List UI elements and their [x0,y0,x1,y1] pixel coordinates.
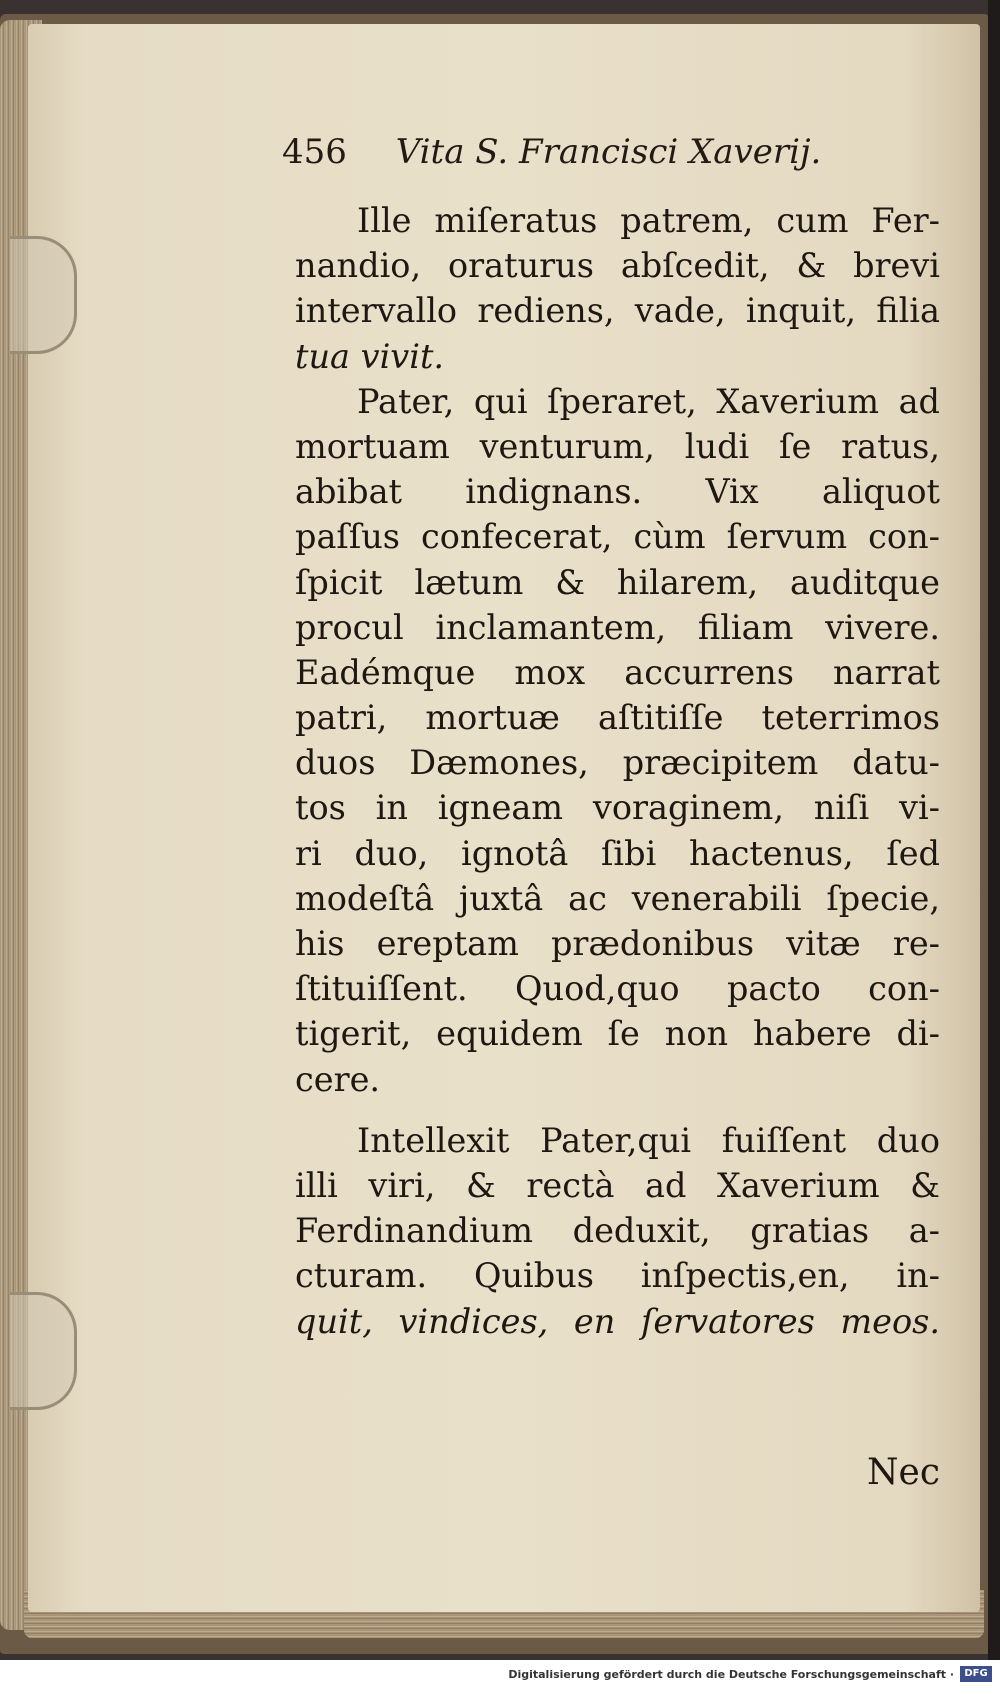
footer-credit: Digitalisierung gefördert durch die Deutsche Forschungsgemeinschaft · [508,1668,954,1681]
text-line: abibat indignans. Vix aliquot [295,472,940,512]
text-line: duos Dæmones, præcipitem datu- [295,743,940,783]
text-line: tos in igneam voraginem, niſi vi- [295,788,940,828]
text-line: ſpicit lætum & hilarem, auditque [295,562,940,602]
text-line: Ferdinandium deduxit, gratias a- [295,1211,940,1251]
text-line: cere. [295,1059,381,1099]
text-line: ri duo, ignotâ ſibi hactenus, ſed [295,833,940,873]
text-line: intervallo rediens, vade, inquit, filia [295,291,940,331]
text-line: his ereptam prædonibus vitæ re- [295,924,940,963]
dfg-logo: DFG [960,1666,992,1682]
catchword: Nec [867,1452,940,1493]
text-line: Ille miſeratus patrem, cum Fer- [357,201,940,240]
text-line: mortuam venturum, ludi ſe ratus, [295,426,940,466]
text-line: ſtituiſſent. Quod,quo pacto con- [295,969,940,1009]
text-line: procul inclamantem, filiam vivere. [295,607,940,647]
page-clip-top [10,236,77,354]
page-number: 456 [282,132,347,172]
text-line: illi viri, & rectà ad Xaverium & [295,1165,940,1205]
text-line: nandio, oraturus abſcedit, & brevi [295,246,940,286]
paragraph-gap [295,1102,940,1118]
footer-bar [0,1660,1000,1694]
text-line: cturam. Quibus inſpectis,en, in- [295,1256,940,1296]
book-spine [988,0,1000,1660]
running-head [282,132,821,172]
text-line: patri, mortuæ aſtitiſſe teterrimos [295,698,940,738]
page-clip-bottom [10,1292,77,1410]
text-line: Pater, qui ſperaret, Xaverium ad [357,381,940,421]
text-line: Eadémque mox accurrens narrat [295,652,940,692]
text-line: tua vivit. [295,336,445,376]
text-line: quit, vindices, en ſervatores meos. [295,1301,940,1341]
running-title: Vita S. Francisci Xaverij. [395,132,822,172]
text-line: paſſus confecerat, cùm ſervum con- [295,517,940,557]
text-line: Intellexit Pater,qui fuiſſent duo [357,1120,940,1160]
text-line: tigerit, equidem ſe non habere di- [295,1014,940,1054]
body-text [295,198,940,1344]
text-line: modeſtâ juxtâ ac venerabili ſpecie, [295,878,940,918]
